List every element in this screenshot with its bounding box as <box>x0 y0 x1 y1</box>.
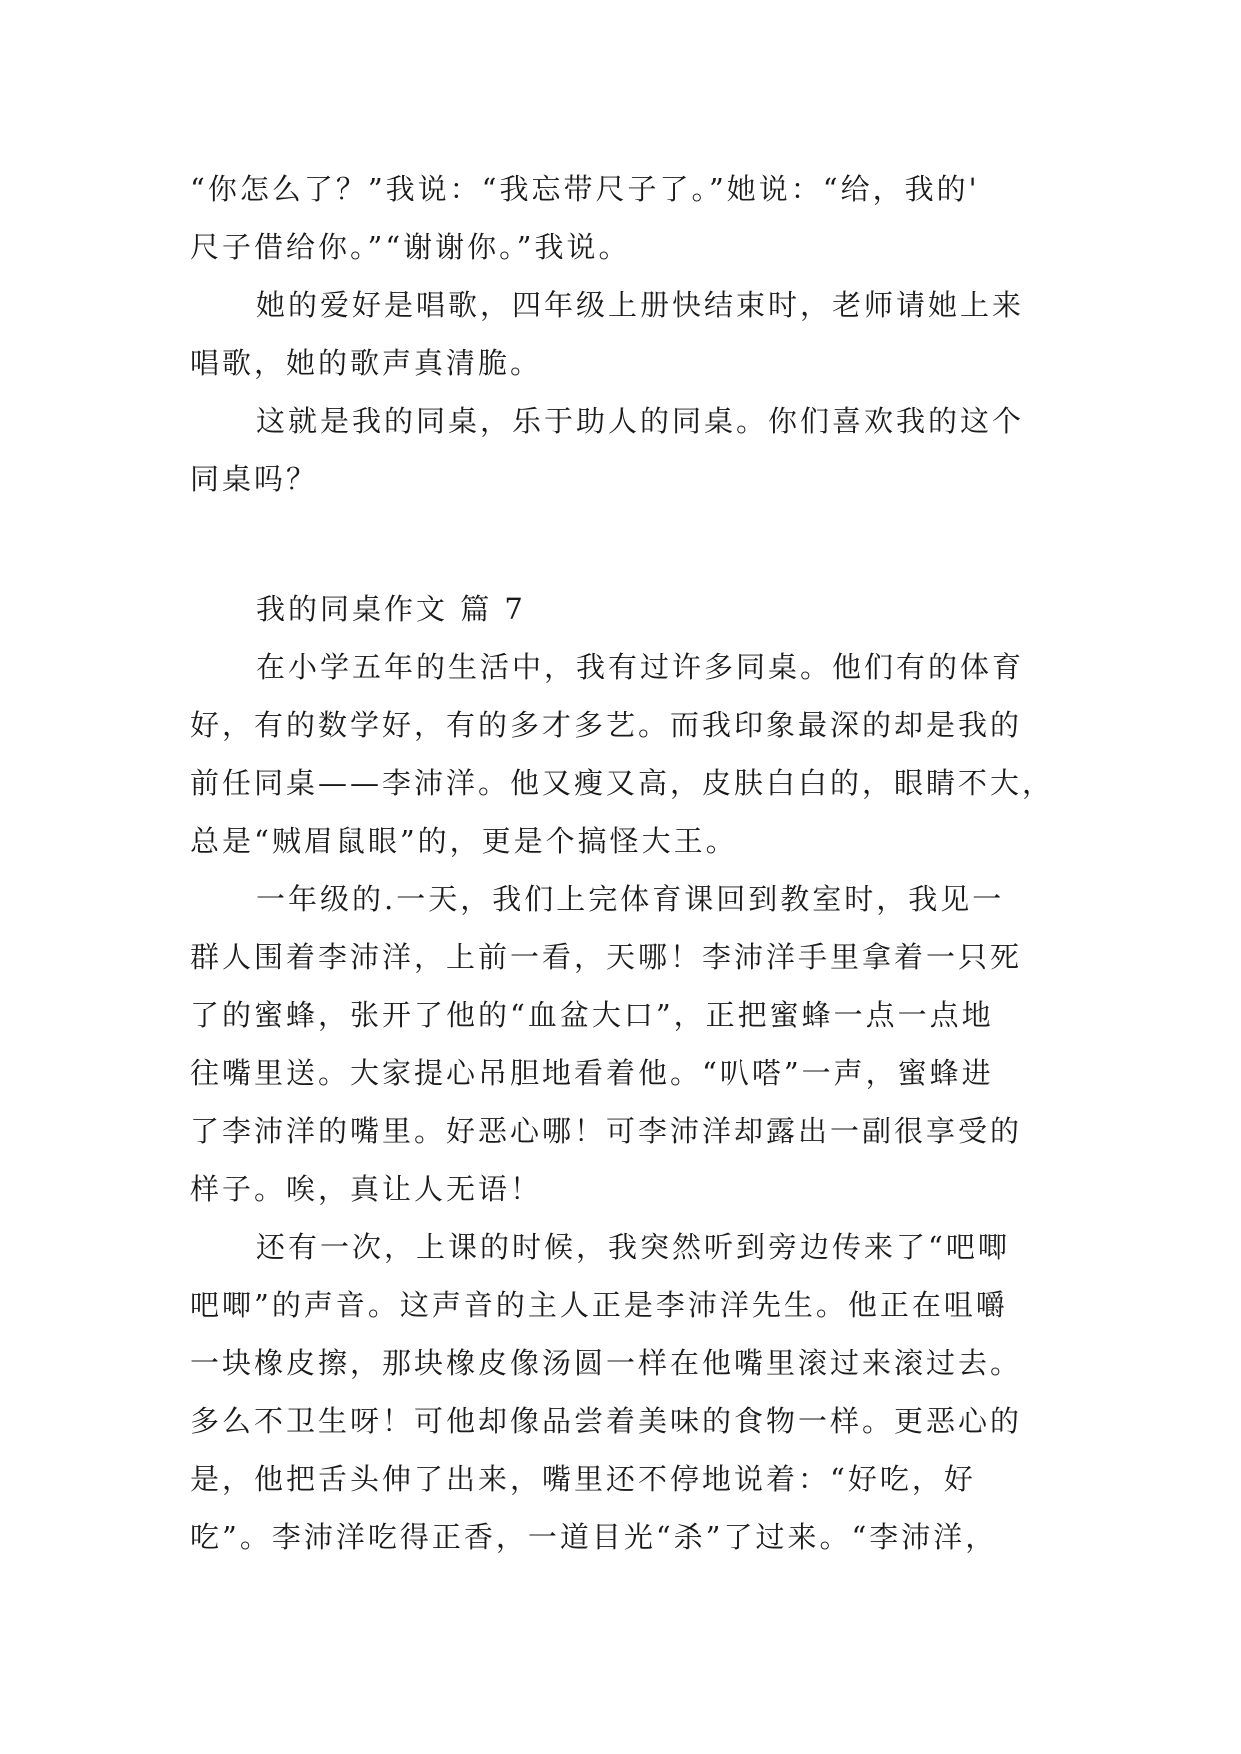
text-line: “你怎么了？”我说：“我忘带尺子了。”她说：“给，我的' <box>190 172 980 206</box>
text-line: 好，有的数学好，有的多才多艺。而我印象最深的却是我的 <box>190 708 1023 742</box>
text-line: 吧唧”的声音。这声音的主人正是李沛洋先生。他正在咀嚼 <box>190 1288 1008 1322</box>
text-line: 总是“贼眉鼠眼”的，更是个搞怪大王。 <box>190 824 738 858</box>
document-page <box>190 160 1055 1566</box>
section-gap <box>190 508 1050 580</box>
paragraph-start: 这就是我的同桌，乐于助人的同桌。你们喜欢我的这个 <box>256 404 1025 438</box>
text-line: 前任同桌——李沛洋。他又瘦又高，皮肤白白的，眼睛不大， <box>190 766 1055 800</box>
paragraph-start: 她的爱好是唱歌，四年级上册快结束时，老师请她上来 <box>256 288 1025 322</box>
text-line: 同桌吗？ <box>190 462 319 496</box>
text-line: 吃”。李沛洋吃得正香，一道目光“杀”了过来。“李沛洋， <box>190 1520 998 1554</box>
paragraph-start: 一年级的.一天，我们上完体育课回到教室时，我见一 <box>256 882 1005 916</box>
text-line: 了的蜜蜂，张开了他的“血盆大口”，正把蜜蜂一点一点地 <box>190 998 994 1032</box>
text-line: 群人围着李沛洋，上前一看，天哪！李沛洋手里拿着一只死 <box>190 940 1023 974</box>
text-line: 是，他把舌头伸了出来，嘴里还不停地说着：“好吃，好 <box>190 1462 976 1496</box>
text-line: 尺子借给你。”“谢谢你。”我说。 <box>190 230 631 264</box>
text-line: 唱歌，她的歌声真清脆。 <box>190 346 543 380</box>
text-line: 往嘴里送。大家提心吊胆地看着他。“叭嗒”一声，蜜蜂进 <box>190 1056 994 1090</box>
paragraph-start: 还有一次，上课的时候，我突然听到旁边传来了“吧唧 <box>256 1230 1010 1264</box>
paragraph-start: 在小学五年的生活中，我有过许多同桌。他们有的体育 <box>256 650 1025 684</box>
text-line: 样子。唉，真让人无语！ <box>190 1172 543 1206</box>
text-line: 了李沛洋的嘴里。好恶心哪！可李沛洋却露出一副很享受的 <box>190 1114 1023 1148</box>
text-line: 多么不卫生呀！可他却像品尝着美味的食物一样。更恶心的 <box>190 1404 1023 1438</box>
section-title: 我的同桌作文 篇 7 <box>256 592 526 626</box>
text-line: 一块橡皮擦，那块橡皮像汤圆一样在他嘴里滚过来滚过去。 <box>190 1346 1023 1380</box>
